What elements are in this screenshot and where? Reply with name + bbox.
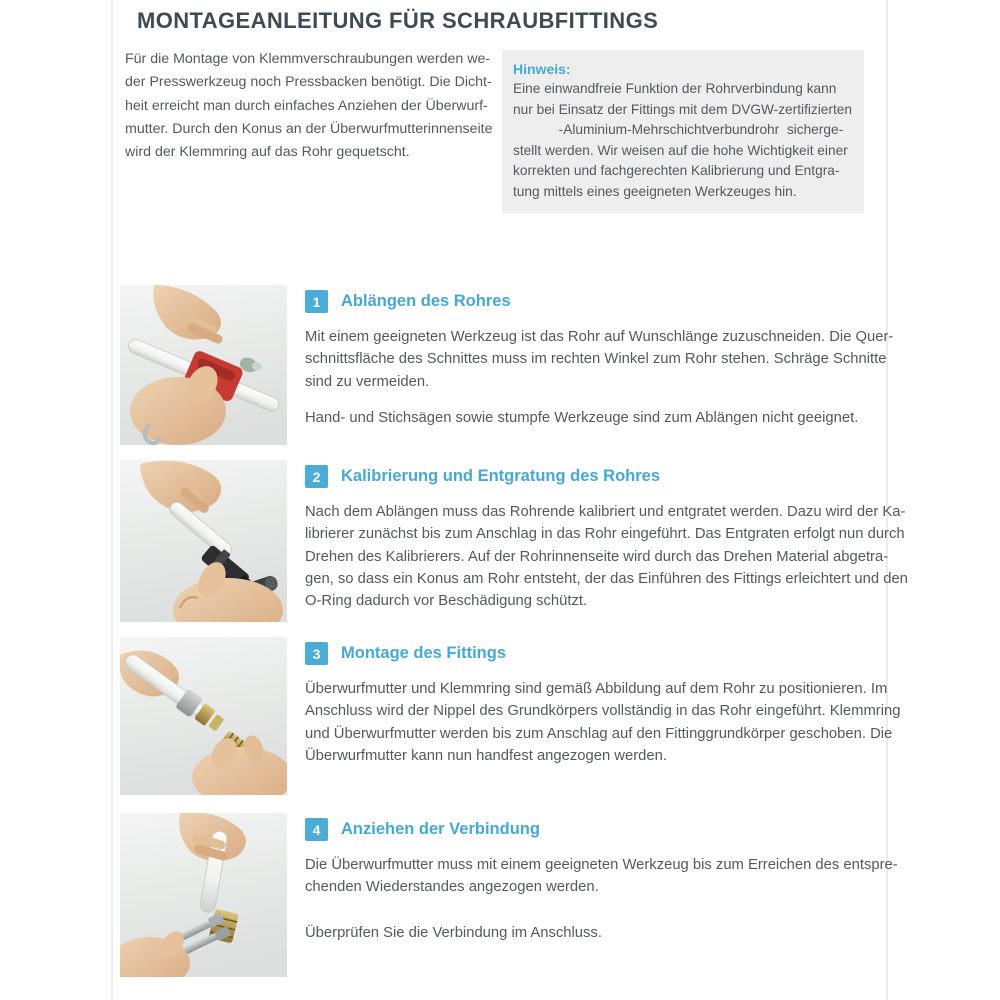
step-4-photo-tightening-pliers xyxy=(120,813,287,977)
step-4-title: Anziehen der Verbindung xyxy=(341,820,540,838)
step-2-title: Kalibrierung und Entgratung des Rohres xyxy=(341,467,661,485)
step-3-number-badge: 3 xyxy=(305,642,328,665)
step-1-number-badge: 1 xyxy=(305,290,328,313)
step-2-number-badge: 2 xyxy=(305,465,328,488)
page-title: MONTAGEANLEITUNG FÜR SCHRAUBFITTINGS xyxy=(137,8,659,33)
step-4-number-badge: 4 xyxy=(305,818,328,841)
step-4-text: Die Überwurfmutter muss mit einem geeigneten Werkzeug bis zum Erreichen des entspre- chenden Wiederstandes angezogen werden. xyxy=(305,857,898,896)
step-1-photo-pipe-cutting xyxy=(120,285,287,445)
hinweis-label: Hinweis: xyxy=(513,61,571,77)
step-1 xyxy=(120,285,894,429)
step-2-text: Nach dem Ablängen muss das Rohrende kalibriert und entgratet werden. Dazu wird der Ka- librierer zunächst bis zum Anschlag in das Rohr eingeführt. Das Entgraten erfolgt nun durch Drehen des Kalibrierers. Auf der Rohrinnenseite wird durch das Drehen Material abgetra- gen, so dass ein Konus am Rohr entsteht, der das Einführen des Fittings erleichtert und den O-Ring dadurch vor Beschädigung schützt. xyxy=(305,504,908,610)
step-2-photo-calibrating xyxy=(120,460,287,622)
step-3-text: Überwurfmutter und Klemmring sind gemäß Abbildung auf dem Rohr zu positionieren. Im Anschluss wird der Nippel des Grundkörpers vollständig in das Rohr eingeführt. Klemmring und Überwurfmutter werden bis zum Anschlag auf den Fittinggrundkörper geschoben. Die Überwurfmutter kann nun handfest angezogen werden. xyxy=(305,681,901,764)
step-1-text-2: Hand- und Stichsägen sowie stumpfe Werkzeuge sind zum Ablängen nicht geeignet. xyxy=(305,409,859,426)
step-3-photo-fitting-assembly xyxy=(120,637,287,795)
hinweis-text: Eine einwandfreie Funktion der Rohrverbindung kann nur bei Einsatz der Fittings mit dem DVGW-zertifizierten -Aluminium-Mehrschichtverbundrohr sicherge- stellt werden. Wir weisen auf die hohe Wichtigkeit einer korrekten und fachgerechten Kalibrierung und Entgra- tung mittels eines geeigneten Werkzeuges hin. xyxy=(513,81,852,199)
step-1-text: Mit einem geeigneten Werkzeug ist das Rohr auf Wunschlänge zuzuschneiden. Die Quer- schnittsfläche des Schnittes muss im rechten Winkel zum Rohr stehen. Schräge Schnitte sind zu vermeiden. xyxy=(305,329,894,390)
hinweis-note-box xyxy=(502,50,864,213)
intro-paragraph: Für die Montage von Klemmverschraubungen werden we- der Presswerkzeug noch Pressbacken benötigt. Die Dicht- heit erreicht man durch einfaches Anziehen der Überwurf- mutter. Durch den Konus an der Überwurfmutterinnenseite wird der Klemmring auf das Rohr gequetscht. xyxy=(125,51,493,161)
step-4-text-2: Überprüfen Sie die Verbindung im Anschluss. xyxy=(305,924,602,941)
page-edge-left xyxy=(111,0,113,1000)
step-3 xyxy=(120,637,901,767)
step-1-title: Ablängen des Rohres xyxy=(341,292,511,310)
step-4 xyxy=(120,813,898,944)
step-2 xyxy=(120,460,908,612)
step-3-title: Montage des Fittings xyxy=(341,644,506,662)
